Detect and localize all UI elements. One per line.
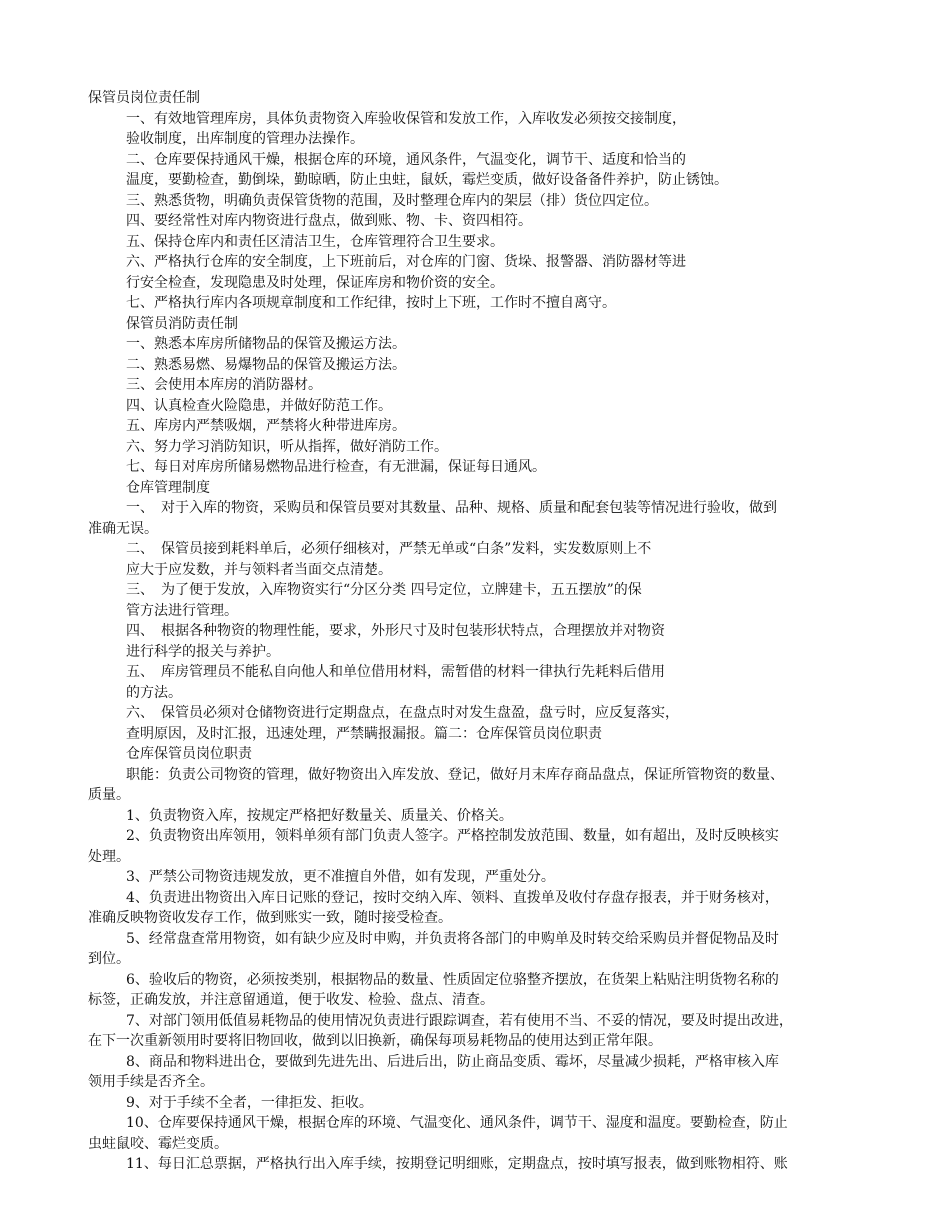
text-line: 验收制度，出库制度的管理办法操作。 xyxy=(126,131,364,147)
text-line: 处理。 xyxy=(88,848,130,865)
text-line: 二、熟悉易燃、易爆物品的保管及搬运方法。 xyxy=(126,356,406,373)
text-line: 的方法。 xyxy=(126,684,182,701)
text-line: 一、有效地管理库房，具体负责物资入库验收保管和发放工作，入库收发必须按交接制度， xyxy=(126,110,686,127)
text-line: 六、努力学习消防知识，听从指挥，做好消防工作。 xyxy=(126,438,448,455)
text-line: 在下一次重新领用时要将旧物回收，做到以旧换新，确保每项易耗物品的使用达到正常年限。 xyxy=(88,1033,662,1049)
text-line: 5、经常盘查常用物资，如有缺少应及时申购，并负责将各部门的申购单及时转交给采购员并督促物品及时 xyxy=(126,930,779,947)
text-line: 二、 保管员接到耗料单后，必须仔细核对，严禁无单或“白条”发料，实发数原则上不 xyxy=(126,541,652,557)
text-line: 六、严格执行仓库的安全制度，上下班前后，对仓库的门窗、货垛、报警器、消防器材等进 xyxy=(126,254,686,270)
text-line: 10、仓库要保持通风干燥，根据仓库的环境、气温变化、通风条件，调节干、湿度和温度。要勤检查，防止 xyxy=(126,1115,788,1131)
text-line: 四、认真检查火险隐患，并做好防范工作。 xyxy=(126,397,392,414)
text-line: 领用手续是否齐全。 xyxy=(88,1074,214,1090)
text-line: 一、熟悉本库房所储物品的保管及搬运方法。 xyxy=(126,336,406,352)
text-line: 虫蛀鼠咬、霉烂变质。 xyxy=(88,1135,228,1152)
text-line: 四、 根据各种物资的物理性能，要求，外形尺寸及时包装形状特点，合理摆放并对物资 xyxy=(126,623,665,639)
text-line: 4、负责进出物资出入库日记账的登记，按时交纳入库、领料、直拨单及收付存盘存报表，并于财务核对， xyxy=(126,889,779,906)
text-line: 6、验收后的物资，必须按类别，根据物品的数量、性质固定位骆整齐摆放，在货架上粘贴注明货物名称的 xyxy=(126,971,779,988)
text-line: 三、 为了便于发放，入库物资实行“分区分类 四号定位，立牌建卡，五五摆放”的保 xyxy=(126,582,642,598)
text-line: 标签，正确发放，并注意留通道，便于收发、检验、盘点、清查。 xyxy=(88,992,494,1008)
text-line: 应大于应发数，并与领料者当面交点清楚。 xyxy=(126,561,392,578)
text-line: 8、商品和物料进出仓，要做到先进先出、后进后出，防止商品变质、霉坏，尽量减少损耗，严格审核入库 xyxy=(126,1053,779,1070)
text-line: 三、会使用本库房的消防器材。 xyxy=(126,377,322,393)
text-line: 三、熟悉货物，明确负责保管货物的范围，及时整理仓库内的架层（排）货位四定位。 xyxy=(126,192,658,209)
text-line: 7、对部门领用低值易耗物品的使用情况负责进行跟踪调查，若有使用不当、不妥的情况，要及时提出改进， xyxy=(126,1012,793,1029)
text-line: 五、库房内严禁吸烟，严禁将火种带进库房。 xyxy=(126,418,406,434)
text-line: 七、严格执行库内各项规章制度和工作纪律，按时上下班，工作时不擅自离守。 xyxy=(126,295,616,311)
text-line: 仓库管理制度 xyxy=(126,479,210,496)
text-line: 温度，要勤检查，勤倒垛，勤晾晒，防止虫蛀，鼠妖，霉烂变质，做好设备备件养护，防止锈蚀。 xyxy=(126,172,728,188)
text-line: 9、对于手续不全者，一律拒发、拒收。 xyxy=(126,1094,373,1111)
text-line: 到位。 xyxy=(88,951,130,967)
text-line: 五、 库房管理员不能私自向他人和单位借用材料，需暂借的材料一律执行先耗料后借用 xyxy=(126,664,665,680)
text-line: 准确无误。 xyxy=(88,520,158,537)
document-body xyxy=(88,88,868,1175)
text-line: 准确反映物资收发存工作，做到账实一致，随时接受检查。 xyxy=(88,910,452,926)
text-line: 六、 保管员必须对仓储物资进行定期盘点，在盘点时对发生盘盈，盘亏时，应反复落实， xyxy=(126,705,679,721)
text-line: 11、每日汇总票据，严格执行出入库手续，按期登记明细账，定期盘点，按时填写报表，做到账物相符、账 xyxy=(126,1156,788,1172)
text-line: 仓库保管员岗位职责 xyxy=(126,746,252,762)
text-line: 二、仓库要保持通风干燥，根据仓库的环境，通风条件，气温变化，调节干、适度和恰当的 xyxy=(126,151,686,168)
text-line: 查明原因，及时汇报，迅速处理，严禁瞒报漏报。篇二：仓库保管员岗位职责 xyxy=(126,725,602,742)
text-line: 五、保持仓库内和责任区清洁卫生，仓库管理符合卫生要求。 xyxy=(126,233,504,250)
text-line: 职能：负责公司物资的管理，做好物资出入库发放、登记，做好月末库存商品盘点，保证所管物资的数量、 xyxy=(126,766,784,783)
text-line: 进行科学的报关与养护。 xyxy=(126,643,280,660)
text-line: 七、每日对库房所储易燃物品进行检查，有无泄漏，保证每日通风。 xyxy=(126,459,546,475)
text-line: 管方法进行管理。 xyxy=(126,602,238,619)
text-line: 保管员消防责任制 xyxy=(126,315,238,332)
text-line: 保管员岗位责任制 xyxy=(88,90,200,106)
text-line: 一、 对于入库的物资，采购员和保管员要对其数量、品种、规格、质量和配套包装等情况进行验收，做到 xyxy=(126,500,777,516)
text-line: 2、负责物资出库领用，领料单须有部门负责人签字。严格控制发放范围、数量，如有超出，及时反映核实 xyxy=(126,828,779,844)
text-line: 质量。 xyxy=(88,787,130,803)
text-line: 3、严禁公司物资违规发放，更不准擅自外借，如有发现，严重处分。 xyxy=(126,869,555,885)
text-line: 四、要经常性对库内物资进行盘点，做到账、物、卡、资四相符。 xyxy=(126,213,532,229)
text-line: 行安全检查，发现隐患及时处理，保证库房和物价资的安全。 xyxy=(126,274,504,291)
text-line: 1、负责物资入库，按规定严格把好数量关、质量关、价格关。 xyxy=(126,807,513,824)
